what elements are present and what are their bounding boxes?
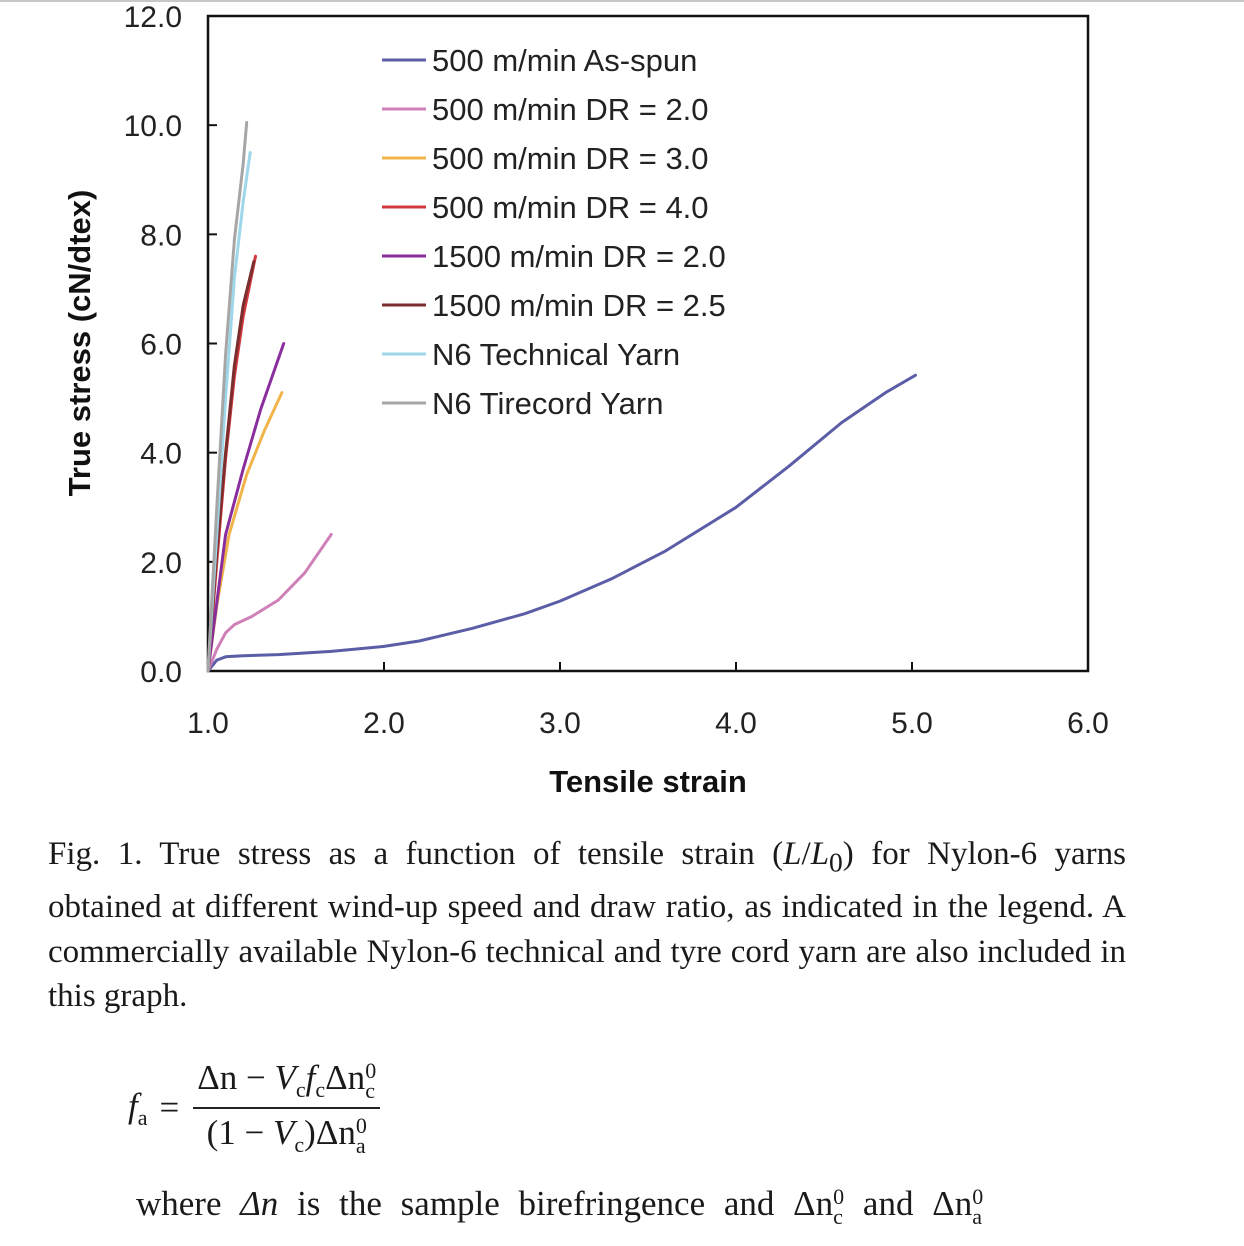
equation-numerator [193,1058,380,1109]
lhs-sub: a [137,1104,148,1130]
num-f: f [305,1058,316,1097]
legend-label-500-m-min-dr-4-0: 500 m/min DR = 4.0 [432,190,709,225]
x-tick-label: 3.0 [539,707,581,740]
ratio-numerator: L [783,836,802,872]
equation-lhs [128,1086,148,1131]
x-axis-title: Tensile strain [549,764,747,799]
legend-label-500-m-min-dr-2-0: 500 m/min DR = 2.0 [432,92,709,127]
num-v: V [274,1058,296,1097]
legend-label-500-m-min-dr-3-0: 500 m/min DR = 3.0 [432,141,709,176]
legend-label-n6-technical-yarn: N6 Technical Yarn [432,337,681,372]
ratio-denominator-sub: 0 [829,846,843,878]
where-sentence [136,1184,1062,1227]
figure-caption [48,832,1126,1019]
x-tick-label: 6.0 [1067,707,1109,740]
legend [382,43,726,421]
equals-sign: = [159,1088,180,1127]
where-delta-c: Δn [793,1184,834,1223]
legend-label-1500-m-min-dr-2-5: 1500 m/min DR = 2.5 [432,288,726,323]
where-word: where [136,1184,241,1223]
where-delta-a: Δn [932,1184,973,1223]
den-delta-scripts [355,1112,367,1158]
den-delta: Δn [315,1113,356,1152]
orientation-equation [128,1058,380,1158]
y-tick-label: 0.0 [140,656,182,689]
den-delta-sub: a [355,1132,366,1158]
num-delta-2-scripts [365,1057,377,1103]
where-delta-c-scripts [833,1183,845,1229]
num-delta-2-sub: c [365,1077,375,1103]
where-delta-n: Δn [240,1184,279,1223]
where-delta-c-sup: 0 [833,1183,845,1209]
den-delta-sup: 0 [355,1112,367,1138]
y-tick-label: 6.0 [140,328,182,362]
den-close: ) [304,1113,316,1152]
x-tick-label: 4.0 [715,707,757,740]
equation-fraction [193,1058,380,1158]
where-delta-a-sub: a [972,1203,982,1229]
legend-label-500-m-min-as-spun: 500 m/min As-spun [432,43,698,78]
x-tick-label: 5.0 [891,707,933,740]
y-tick-label: 4.0 [140,437,182,471]
x-tick-label: 1.0 [187,707,229,740]
y-tick-label: 8.0 [140,219,182,253]
caption-part-2: ) for Nylon-6 yarns obtained at different wind-up speed and draw ratio, as indicated in the legend. A commercially available Nylon-6 technical and tyre cord yarn are also included in this graph. [48,836,1126,1015]
where-delta-a-sup: 0 [972,1183,984,1209]
legend-label-n6-tirecord-yarn: N6 Tirecord Yarn [432,386,664,421]
den-open: (1 − [206,1113,273,1152]
num-f-sub: c [315,1077,326,1102]
where-delta-a-scripts [972,1183,984,1229]
where-text-2: is the sample birefringence and [278,1184,794,1223]
lhs-symbol: f [128,1085,138,1125]
legend-label-1500-m-min-dr-2-0: 1500 m/min DR = 2.0 [432,239,726,274]
num-delta-2: Δn [325,1058,366,1097]
num-v-sub: c [295,1077,306,1102]
num-minus: − [237,1058,275,1097]
where-delta-c-sub: c [833,1203,843,1229]
caption-part-1: Fig. 1. True stress as a function of tensile strain ( [48,836,784,872]
equation-denominator [203,1109,371,1158]
den-v-sub: c [294,1132,305,1157]
y-tick-label: 2.0 [140,546,182,580]
where-text-3: and [844,1184,933,1223]
ratio-denominator: L [810,836,830,872]
y-tick-label: 10.0 [123,110,182,144]
num-delta: Δn [197,1058,238,1097]
y-tick-label: 12.0 [123,1,182,34]
y-axis-title: True stress (cN/dtex) [62,189,97,497]
x-tick-label: 2.0 [363,707,405,740]
den-v: V [273,1113,295,1152]
num-delta-2-sup: 0 [365,1057,377,1083]
ratio-separator: / [801,836,811,872]
series-line-n6-tirecord-yarn [208,122,247,671]
